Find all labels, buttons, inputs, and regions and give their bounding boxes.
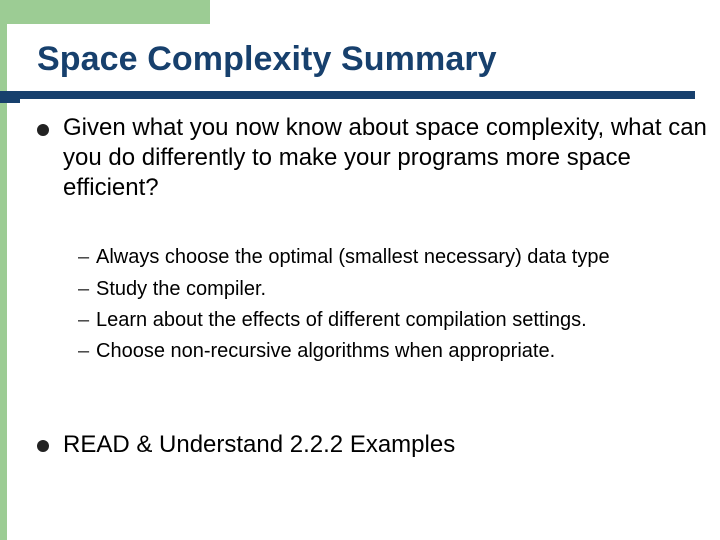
- slide-title: Space Complexity Summary: [37, 40, 497, 78]
- dash-marker: –: [78, 340, 90, 362]
- bullet-text-1: Given what you now know about space complexity, what can you do differently to make your programs more space efficient?: [63, 114, 707, 201]
- sub-item-1: [78, 244, 708, 270]
- dash-marker: –: [78, 246, 90, 268]
- sub-item-2: [78, 276, 708, 302]
- sub-item-text: Study the compiler.: [96, 278, 267, 300]
- sub-item-4: [78, 338, 708, 364]
- sub-item-3: [78, 307, 708, 333]
- sub-item-text: Always choose the optimal (smallest necessary) data type: [96, 246, 610, 268]
- dash-marker: –: [78, 309, 90, 331]
- bullet-text-2: READ & Understand 2.2.2 Examples: [63, 431, 456, 458]
- bullet-dot-1: [37, 124, 49, 136]
- bullet-dot-2: [37, 440, 49, 452]
- sub-item-text: Learn about the effects of different compilation settings.: [96, 309, 587, 331]
- sub-item-text: Choose non-recursive algorithms when appropriate.: [96, 340, 556, 362]
- dash-marker: –: [78, 278, 90, 300]
- sub-list: [78, 244, 708, 369]
